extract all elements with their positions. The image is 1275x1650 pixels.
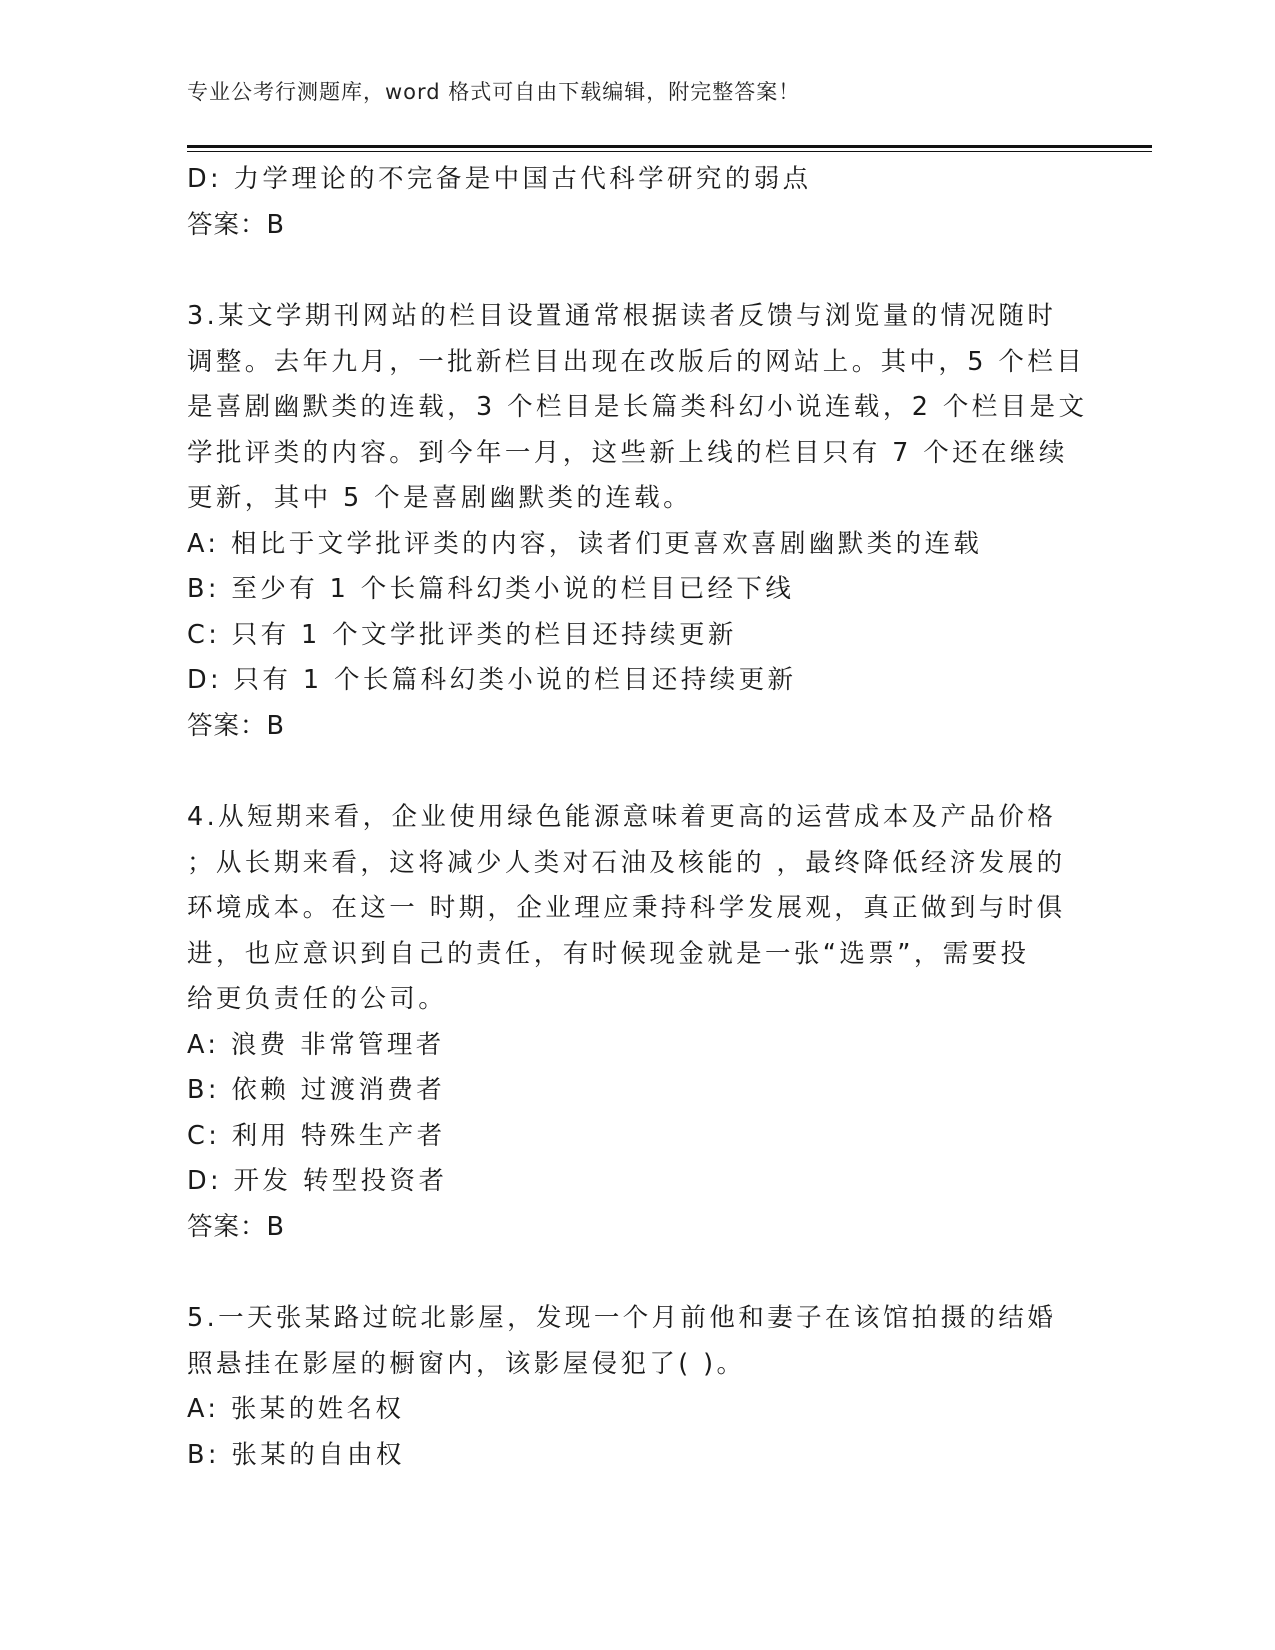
header-rule-thin (187, 151, 1152, 152)
question-stem-line: 环境成本。在这一 时期，企业理应秉持科学发展观，真正做到与时俱 (187, 893, 1066, 923)
question-stem-line: 学批评类的内容。到今年一月，这些新上线的栏目只有 7 个还在继续 (187, 437, 1068, 468)
question-stem-line: 4.从短期来看，企业使用绿色能源意味着更高的运营成本及产品价格 (187, 802, 1057, 832)
spacer (187, 1250, 1087, 1296)
page-header: 专业公考行测题库，word 格式可自由下载编辑，附完整答案！ (187, 80, 801, 104)
option-d: D: 只有 1 个长篇科幻类小说的栏目还持续更新 (187, 665, 797, 695)
option-d: D: 开发 转型投资者 (187, 1166, 448, 1196)
question-stem-line: 照悬挂在影屋的橱窗内，该影屋侵犯了( )。 (187, 1348, 746, 1379)
option-b: B: 至少有 1 个长篇科幻类小说的栏目已经下线 (187, 574, 795, 604)
spacer (187, 749, 1087, 795)
document-body (187, 157, 1087, 1478)
question-block (187, 294, 1087, 749)
option-a: A: 张某的姓名权 (187, 1394, 405, 1424)
option-b: B: 依赖 过渡消费者 (187, 1075, 446, 1105)
option-a: A: 相比于文学批评类的内容，读者们更喜欢喜剧幽默类的连载 (187, 528, 983, 559)
question-stem-line: 5.一天张某路过皖北影屋，发现一个月前他和妻子在该馆拍摄的结婚 (187, 1303, 1057, 1333)
question-stem-line: 给更负责任的公司。 (187, 984, 448, 1014)
answer-line: 答案：B (187, 209, 285, 240)
option-d: D: 力学理论的不完备是中国古代科学研究的弱点 (187, 164, 812, 194)
answer-line: 答案：B (187, 1211, 285, 1242)
option-b: B: 张某的自由权 (187, 1439, 405, 1470)
question-stem-line: 是喜剧幽默类的连载，3 个栏目是长篇类科幻小说连载，2 个栏目是文 (187, 392, 1088, 422)
question-stem-line: ；从长期来看，这将减少人类对石油及核能的 ，最终降低经济发展的 (187, 847, 1066, 878)
spacer (187, 248, 1087, 294)
question-stem-line: 更新，其中 5 个是喜剧幽默类的连载。 (187, 483, 693, 513)
option-a: A: 浪费 非常管理者 (187, 1029, 445, 1060)
option-c: C: 利用 特殊生产者 (187, 1120, 446, 1151)
question-stem-line: 进，也应意识到自己的责任，有时候现金就是一张“选票”，需要投 (187, 938, 1030, 969)
question-stem-line: 调整。去年九月，一批新栏目出现在改版后的网站上。其中，5 个栏目 (187, 346, 1086, 377)
answer-line: 答案：B (187, 710, 285, 741)
question-stem-line: 3.某文学期刊网站的栏目设置通常根据读者反馈与浏览量的情况随时 (187, 301, 1057, 331)
header-rule-thick (187, 145, 1152, 148)
option-c: C: 只有 1 个文学批评类的栏目还持续更新 (187, 619, 737, 650)
question-block (187, 795, 1087, 1250)
question-block (187, 1296, 1087, 1478)
